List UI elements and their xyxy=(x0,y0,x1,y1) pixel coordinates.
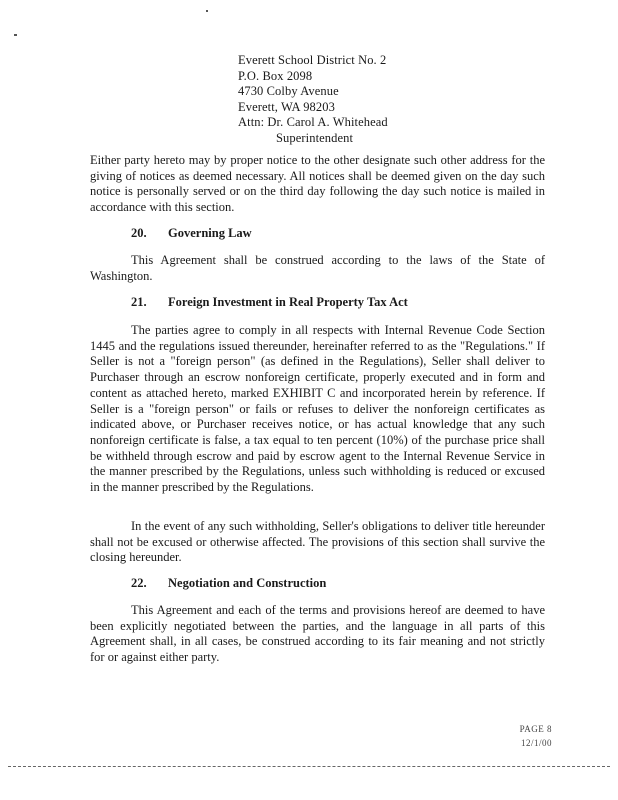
address-line: 4730 Colby Avenue xyxy=(238,84,339,98)
address-block xyxy=(238,53,388,146)
section-title: Governing Law xyxy=(168,226,252,240)
page-number: PAGE 8 xyxy=(519,724,552,734)
address-attention-line: Attn: Dr. Carol A. Whitehead xyxy=(238,115,388,129)
section-heading-21 xyxy=(131,295,408,310)
section-title: Foreign Investment in Real Property Tax Act xyxy=(168,295,408,309)
scan-edge-line xyxy=(8,766,610,767)
section-title: Negotiation and Construction xyxy=(168,576,327,590)
scan-speck xyxy=(14,34,17,36)
scan-speck xyxy=(206,10,208,12)
section-21-paragraph-2: In the event of any such withholding, Seller's obligations to deliver title hereunder shall not be excused or otherwise affected. The provisions of this section shall survive the closing hereunder. xyxy=(90,519,545,565)
section-number: 21. xyxy=(131,295,147,309)
section-heading-20 xyxy=(131,226,252,241)
section-21-paragraph-1: The parties agree to comply in all respects with Internal Revenue Code Section 1445 and the regulations issued thereunder, hereinafter referred to as the "Regulations." If Seller is not a "foreign person" (as defined in the Regulations), Seller shall deliver to Purchaser through an escrow nonforeign certificate, properly executed and in form and content as attached hereto, marked EXHIBIT C and incorporated herein by reference. If Seller is a "foreign person" or fails or refuses to deliver the nonforeign certificates as indicated above, or Purchaser receives notice, or has actual knowledge that any such nonforeign certificate is false, a tax equal to ten percent (10%) of the purchase price shall be withheld through escrow and paid by escrow agent to the Internal Revenue Service in the manner prescribed by the Regulations, unless such withholding is reduced or excused in the manner prescribed by the Regulations. xyxy=(90,323,545,495)
section-number: 20. xyxy=(131,226,147,240)
section-number: 22. xyxy=(131,576,147,590)
address-line: Everett, WA 98203 xyxy=(238,99,335,114)
page-date: 12/1/00 xyxy=(520,738,552,748)
address-line: P.O. Box 2098 xyxy=(238,68,313,83)
address-title-line: Superintendent xyxy=(276,130,354,145)
section-20-paragraph: This Agreement shall be construed according to the laws of the State of Washington. xyxy=(90,253,545,283)
notice-paragraph: Either party hereto may by proper notice to the other designate such other address for the giving of notices as deemed necessary. All notices shall be deemed given on the day such notice is personally served or on the third day following the day such notice is mailed in accordance with this section. xyxy=(90,153,545,215)
address-line: Everett School District No. 2 xyxy=(238,53,387,67)
section-heading-22 xyxy=(131,576,326,591)
page-footer xyxy=(520,722,552,750)
section-22-paragraph: This Agreement and each of the terms and provisions hereof are deemed to have been explicitly negotiated between the parties, and the language in all parts of this Agreement shall, in all cases, be construed according to its fair meaning and not strictly for or against either party. xyxy=(90,603,545,665)
